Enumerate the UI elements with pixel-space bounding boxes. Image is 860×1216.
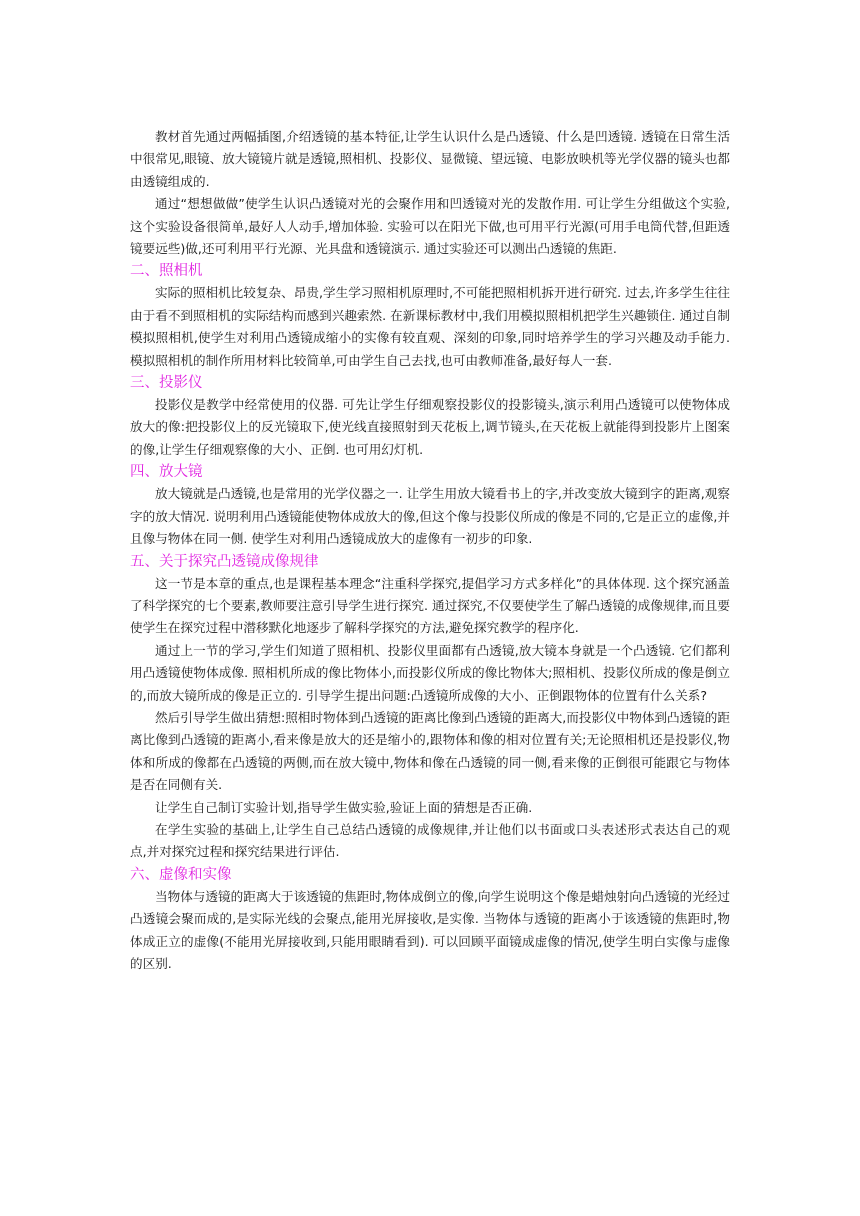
imaging-paragraph-5: 在学生实验的基础上,让学生自己总结凸透镜的成像规律,并让他们以书面或口头表述形式表达自己的观点,并对探究过程和探究结果进行评估. xyxy=(130,821,730,860)
imaging-paragraph-1: 这一节是本章的重点,也是课程基本理念“注重科学探究,提倡学习方式多样化”的具体体现. 这个探究涵盖了科学探究的七个要素,教师要注意引导学生进行探究. 通过探究,不仅要使学生了解凸透镜的成像规律,而且要使学生在探究过程中潜移默化地逐步了解科学探究的方法,避免探究教学的程序化. xyxy=(130,575,730,636)
section-camera xyxy=(130,260,730,372)
virtual-real-paragraph-1: 当物体与透镜的距离大于该透镜的焦距时,物体成倒立的像,向学生说明这个像是蜡烛射向凸透镜的光经过凸透镜会聚而成的,是实际光线的会聚点,能用光屏接收,是实像. 当物体与透镜的距离小于该透镜的焦距时,物体成正立的虚像(不能用光屏接收到,只能用眼睛看到). 可以回顾平面镜成虚像的情况,使学生明白实像与虚像的区别. xyxy=(130,888,730,971)
imaging-paragraph-4: 让学生自己制订实验计划,指导学生做实验,验证上面的猜想是否正确. xyxy=(155,799,533,815)
magnifier-paragraph-1: 放大镜就是凸透镜,也是常用的光学仪器之一. 让学生用放大镜看书上的字,并改变放大镜到字的距离,观察字的放大情况. 说明利用凸透镜能使物体成放大的像,但这个像与投影仪所成的像是不同的,它是正立的虚像,并且像与物体在同一侧. 使学生对利用凸透镜成放大的虚像有一初步的印象. xyxy=(130,486,730,547)
section-heading-camera: 二、照相机 xyxy=(130,263,203,280)
section-virtual-real-image xyxy=(130,864,730,976)
intro-paragraph-2: 通过“想想做做”使学生认识凸透镜对光的会聚作用和凹透镜对光的发散作用. 可让学生分组做这个实验,这个实验设备很简单,最好人人动手,增加体验. 实验可以在阳光下做,也可用平行光源(可用手电筒代替,但距透镜要远些)做,还可利用平行光源、光具盘和透镜演示. 通过实验还可以测出凸透镜的焦距. xyxy=(130,196,730,257)
section-heading-projector: 三、投影仪 xyxy=(130,375,203,392)
projector-paragraph-1: 投影仪是教学中经常使用的仪器. 可先让学生仔细观察投影仪的投影镜头,演示利用凸透镜可以使物体成放大的像:把投影仪上的反光镜取下,使光线直接照射到天花板上,调节镜头,在天花板上就能得到投影片上图案的像,让学生仔细观察像的大小、正倒. 也可用幻灯机. xyxy=(130,397,730,457)
document-page xyxy=(130,126,730,975)
intro-section xyxy=(130,126,730,260)
intro-paragraph-1: 教材首先通过两幅插图,介绍透镜的基本特征,让学生认识什么是凸透镜、什么是凹透镜. 透镜在日常生活中很常见,眼镜、放大镜镜片就是透镜,照相机、投影仪、显微镜、望远镜、电影放映机等光学仪器的镜头也都由透镜组成的. xyxy=(130,129,730,189)
section-heading-virtual-real-image: 六、虚像和实像 xyxy=(130,866,232,883)
section-magnifier xyxy=(130,461,730,550)
section-heading-imaging-rules: 五、关于探究凸透镜成像规律 xyxy=(130,553,319,570)
imaging-paragraph-3: 然后引导学生做出猜想:照相时物体到凸透镜的距离比像到凸透镜的距离大,而投影仪中物体到凸透镜的距离比像到凸透镜的距离小,看来像是放大的还是缩小的,跟物体和像的相对位置有关;无论照相机还是投影仪,物体和所成的像都在凸透镜的两侧,而在放大镜中,物体和像在凸透镜的同一侧,看来像的正倒很可能跟它与物体是否在同侧有关. xyxy=(130,709,730,793)
camera-paragraph-1: 实际的照相机比较复杂、昂贵,学生学习照相机原理时,不可能把照相机拆开进行研究. 过去,许多学生往往由于看不到照相机的实际结构而感到兴趣索然. 在新课标教材中,我们用模拟照相机把学生兴趣锁住. 通过自制模拟照相机,使学生对利用凸透镜成缩小的实像有较直观、深刻的印象,同时培养学生的学习兴趣及动手能力. 模拟照相机的制作所用材料比较简单,可由学生自己去找,也可由教师准备,最好每人一套. xyxy=(130,285,730,368)
section-imaging-rules xyxy=(130,551,730,864)
section-projector xyxy=(130,372,730,461)
section-heading-magnifier: 四、放大镜 xyxy=(130,464,203,481)
imaging-paragraph-2: 通过上一节的学习,学生们知道了照相机、投影仪里面都有凸透镜,放大镜本身就是一个凸透镜. 它们都利用凸透镜使物体成像. 照相机所成的像比物体小,而投影仪所成的像比物体大;照相机、投影仪所成的像是倒立的,而放大镜所成的像是正立的. 引导学生提出问题:凸透镜所成像的大小、正倒跟物体的位置有什么关系? xyxy=(130,642,730,703)
